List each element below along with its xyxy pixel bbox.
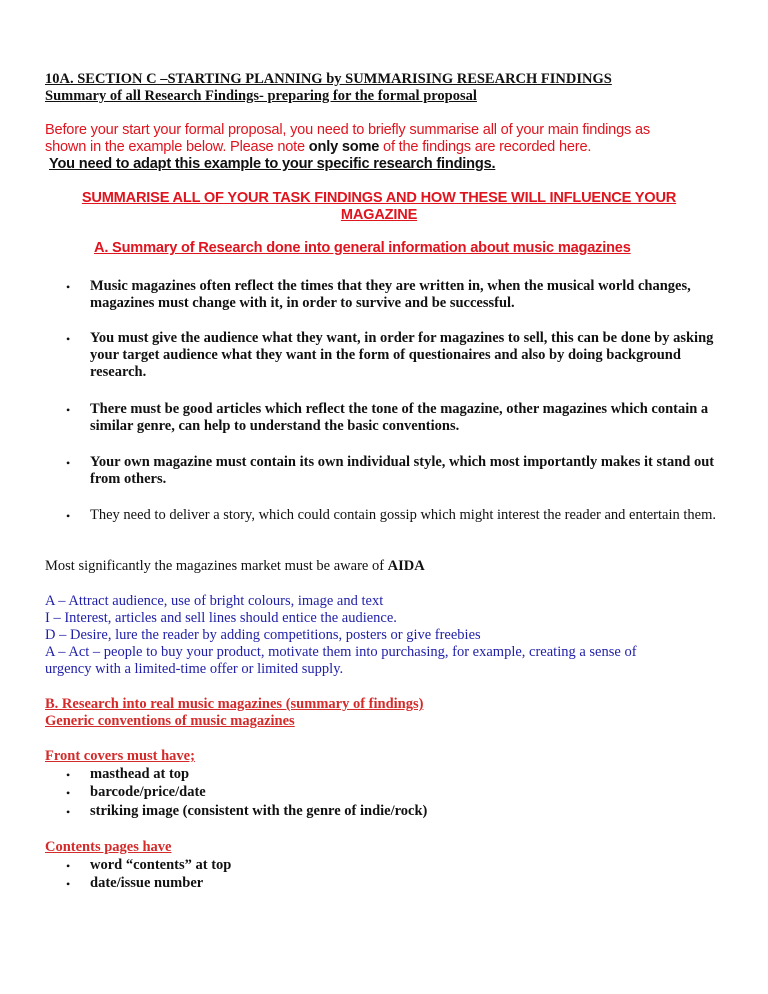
section-b-subheading: Generic conventions of music magazines xyxy=(45,713,295,729)
aida-desire: D – Desire, lure the reader by adding competitions, posters or give freebies xyxy=(45,627,481,643)
aida-intro xyxy=(45,558,425,575)
bullet-icon: • xyxy=(66,859,71,873)
bullet-icon: • xyxy=(66,768,71,782)
bullet-icon: • xyxy=(66,877,71,891)
section-b-heading: B. Research into real music magazines (summary of findings) xyxy=(45,696,424,712)
bullet-icon: • xyxy=(66,456,71,470)
list-item: Music magazines often reflect the times that they are written in, when the musical world changes, magazines must change with it, in order to survive and be successful. xyxy=(90,278,691,311)
list-item: date/issue number xyxy=(90,875,204,891)
aida-interest: I – Interest, articles and sell lines should entice the audience. xyxy=(45,610,397,626)
contents-pages-heading: Contents pages have xyxy=(45,839,172,855)
banner-line-2: MAGAZINE xyxy=(340,207,418,223)
bullet-icon: • xyxy=(66,805,71,819)
intro-instruction: You need to adapt this example to your specific research findings. xyxy=(49,156,496,172)
list-item: There must be good articles which reflect the tone of the magazine, other magazines which contain a similar genre, can help to understand the basic conventions. xyxy=(90,401,709,434)
intro-line-2-post: of the findings are recorded here. xyxy=(379,139,592,155)
bullet-icon: • xyxy=(66,509,71,523)
document-subtitle: Summary of all Research Findings- preparing for the formal proposal xyxy=(45,88,477,104)
list-item: They need to deliver a story, which could contain gossip which might interest the reader and entertain them. xyxy=(90,507,716,523)
list-item: masthead at top xyxy=(90,766,190,782)
intro-line-1: Before your start your formal proposal, you need to briefly summarise all of your main findings as xyxy=(45,122,650,138)
aida-acronym: AIDA xyxy=(387,558,425,574)
bullet-icon: • xyxy=(66,280,71,294)
document-title: 10A. SECTION C –STARTING PLANNING by SUMMARISING RESEARCH FINDINGS xyxy=(45,71,612,87)
bullet-icon: • xyxy=(66,403,71,417)
list-item: You must give the audience what they want, in order for magazines to sell, this can be done by asking your target audience what they want in the form of questionaires and also by doing background research. xyxy=(90,330,714,380)
aida-intro-text: Most significantly the magazines market must be aware of xyxy=(45,558,388,574)
list-item: striking image (consistent with the genre of indie/rock) xyxy=(90,803,428,819)
section-a-heading: A. Summary of Research done into general information about music magazines xyxy=(94,240,631,256)
intro-line-2-pre: shown in the example below. Please note xyxy=(45,139,309,155)
banner-line-1: SUMMARISE ALL OF YOUR TASK FINDINGS AND HOW THESE WILL INFLUENCE YOUR xyxy=(81,190,677,206)
intro-emphasis: only some xyxy=(308,139,380,155)
aida-act: A – Act – people to buy your product, motivate them into purchasing, for example, creating a sense of xyxy=(45,644,637,660)
list-item: word “contents” at top xyxy=(90,857,232,873)
bullet-icon: • xyxy=(66,786,71,800)
aida-act-continued: urgency with a limited-time offer or limited supply. xyxy=(45,661,344,677)
list-item: barcode/price/date xyxy=(90,784,206,800)
list-item: Your own magazine must contain its own individual style, which most importantly makes it stand out from others. xyxy=(90,454,715,487)
front-covers-heading: Front covers must have; xyxy=(45,748,195,764)
bullet-icon: • xyxy=(66,332,71,346)
intro-line-2 xyxy=(45,139,591,156)
aida-attract: A – Attract audience, use of bright colours, image and text xyxy=(45,593,384,609)
